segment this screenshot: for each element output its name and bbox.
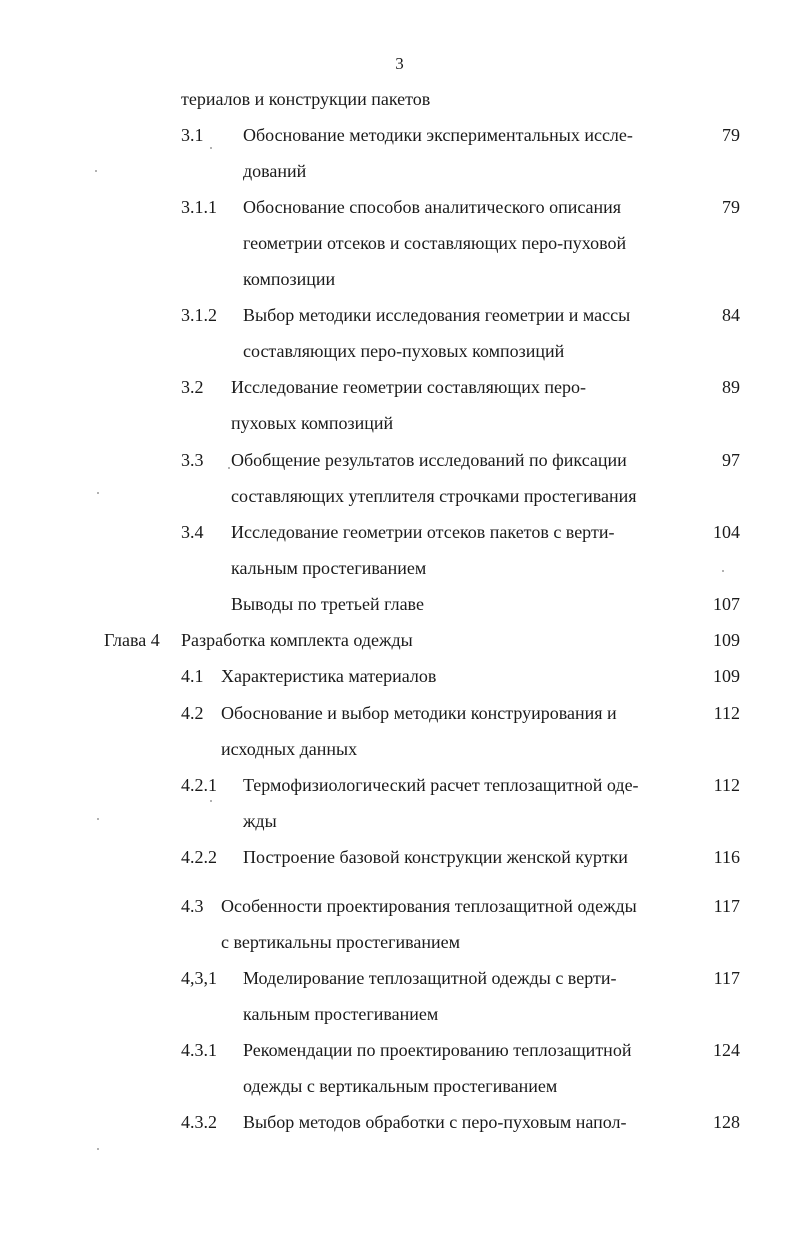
toc-entry-page: 116: [713, 847, 740, 867]
toc-entry-text: кальным простегиванием: [243, 1004, 439, 1024]
toc-entry-text: Термофизиологический расчет теплозащитной оде-: [243, 775, 639, 795]
toc-entry-text: Рекомендации по проектированию теплозащитной: [243, 1040, 632, 1060]
toc-entry-page: 117: [713, 896, 740, 916]
toc-entry-page: 89: [722, 377, 740, 397]
scan-speck: [228, 467, 230, 469]
toc-entry-number: 4.1: [181, 666, 204, 686]
scan-speck: [210, 147, 212, 149]
toc-entry-text: Выводы по третьей главе: [231, 594, 424, 614]
toc-entry-number: 3.4: [181, 522, 204, 542]
toc-entry-text: жды: [243, 811, 277, 831]
toc-entry-number: 4,3,1: [181, 968, 217, 988]
toc-entry-text: пуховых композиций: [231, 413, 394, 433]
toc-entry-page: 109: [713, 630, 740, 650]
toc-entry-page: 112: [713, 775, 740, 795]
toc-entry-page: 79: [722, 125, 740, 145]
toc-entry-text: Разработка комплекта одежды: [181, 630, 413, 650]
toc-entry-text: Обоснование способов аналитического описания: [243, 197, 622, 217]
toc-entry-text: с вертикальны простегиванием: [221, 932, 461, 952]
toc-entry-page: 84: [722, 305, 740, 325]
toc-entry-page: 128: [713, 1112, 740, 1132]
toc-entry-number: 3.1: [181, 125, 204, 145]
toc-entry-text: Исследование геометрии отсеков пакетов с верти-: [231, 522, 615, 542]
toc-entry-number: 4.2: [181, 703, 204, 723]
toc-entry-text: одежды с вертикальным простегиванием: [243, 1076, 558, 1096]
toc-entry-text: кальным простегиванием: [231, 558, 427, 578]
scan-speck: [722, 570, 724, 572]
toc-entry-text: Обобщение результатов исследований по фиксации: [231, 450, 627, 470]
toc-entry-text: композиции: [243, 269, 336, 289]
toc-continuation-line: териалов и конструкции пакетов: [181, 89, 431, 109]
toc-entry-text: составляющих утеплителя строчками простегивания: [231, 486, 637, 506]
toc-entry-page: 112: [713, 703, 740, 723]
toc-entry-text: Моделирование теплозащитной одежды с верти-: [243, 968, 617, 988]
toc-entry-page: 107: [713, 594, 740, 614]
scan-speck: [97, 818, 99, 820]
toc-entry-text: дований: [243, 161, 307, 181]
toc-entry-number: 3.3: [181, 450, 204, 470]
toc-entry-page: 117: [713, 968, 740, 988]
toc-entry-number: 3.1.1: [181, 197, 217, 217]
toc-entry-text: Выбор методики исследования геометрии и массы: [243, 305, 631, 325]
toc-entry-text: Исследование геометрии составляющих перо-: [231, 377, 586, 397]
toc-entry-page: 124: [713, 1040, 740, 1060]
toc-entry-number: 4.3.1: [181, 1040, 217, 1060]
toc-entry-number: 4.3.2: [181, 1112, 217, 1132]
toc-entry-page: 109: [713, 666, 740, 686]
toc-entry-page: 104: [713, 522, 740, 542]
toc-entry-number: 3.2: [181, 377, 204, 397]
toc-entry-number: 4.3: [181, 896, 204, 916]
toc-entry-text: исходных данных: [221, 739, 358, 759]
toc-entry-text: Обоснование и выбор методики конструирования и: [221, 703, 617, 723]
scan-speck: [97, 1148, 99, 1150]
scan-speck: [97, 492, 99, 494]
toc-entry-page: 79: [722, 197, 740, 217]
toc-entry-text: Обоснование методики экспериментальных иссле-: [243, 125, 633, 145]
toc-entry-text: геометрии отсеков и составляющих перо-пуховой: [243, 233, 627, 253]
toc-entry-number: 4.2.1: [181, 775, 217, 795]
toc-entry-page: 97: [722, 450, 740, 470]
toc-chapter-number: Глава 4: [104, 630, 160, 650]
page-number: 3: [395, 54, 404, 73]
toc-entry-number: 4.2.2: [181, 847, 217, 867]
toc-entry-text: Особенности проектирования теплозащитной одежды: [221, 896, 637, 916]
toc-entry-text: составляющих перо-пуховых композиций: [243, 341, 565, 361]
toc-entry-number: 3.1.2: [181, 305, 217, 325]
toc-entry-text: Выбор методов обработки с перо-пуховым напол-: [243, 1112, 627, 1132]
scan-speck: [95, 170, 97, 172]
scan-speck: [210, 800, 212, 802]
toc-entry-text: Построение базовой конструкции женской куртки: [243, 847, 628, 867]
toc-entry-text: Характеристика материалов: [221, 666, 437, 686]
